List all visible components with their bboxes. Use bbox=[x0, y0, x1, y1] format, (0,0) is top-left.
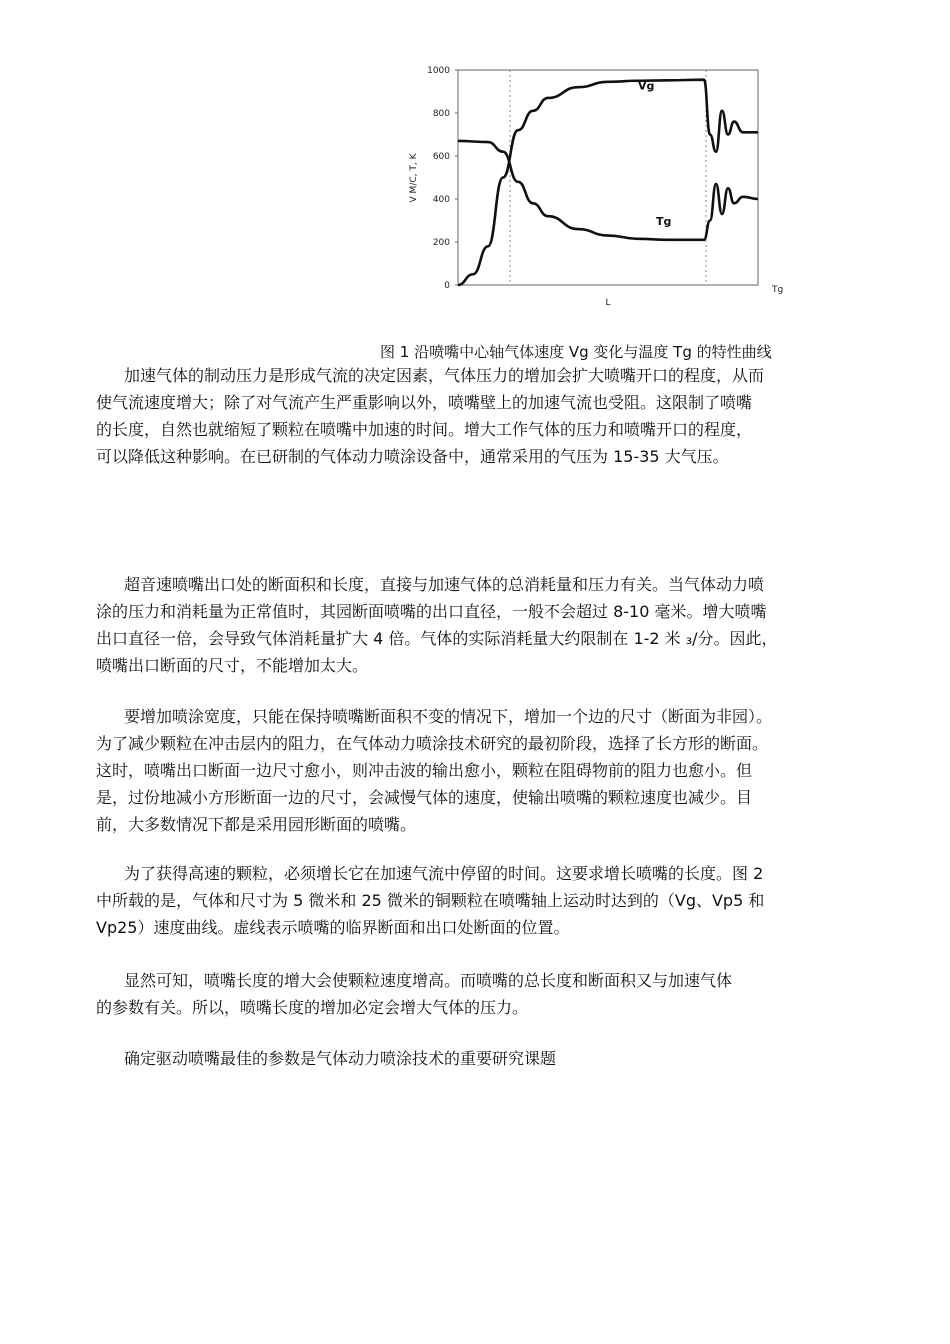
paragraph-2 bbox=[96, 571, 866, 679]
y-tick-labels bbox=[427, 66, 458, 291]
paragraph-line: 喷嘴出口断面的尺寸，不能增加太大。 bbox=[96, 656, 369, 675]
x-axis-label: L bbox=[605, 298, 611, 308]
paragraph-line: 中所载的是，气体和尺寸为 5 微米和 25 微米的铜颗粒在喷嘴轴上运动时达到的（Vg、Vp5 和 bbox=[96, 891, 765, 910]
paragraph-line: 涂的压力和消耗量为正常值时，其园断面喷嘴的出口直径，一般不会超过 8-10 毫米。增大喷嘴 bbox=[96, 602, 767, 621]
vg-tg-chart bbox=[400, 60, 800, 310]
paragraph-line: Vp25）速度曲线。虚线表示喷嘴的临界断面和出口处断面的位置。 bbox=[96, 918, 570, 937]
series-line-tg bbox=[458, 141, 758, 240]
y-tick-label: 1000 bbox=[427, 66, 450, 76]
paragraph-line: 出口直径一倍，会导致气体消耗量扩大 4 倍。气体的实际消耗量大约限制在 1-2 米 ₃/分。因此， bbox=[96, 629, 778, 648]
y-tick-label: 600 bbox=[432, 152, 450, 162]
paragraph-line: 是，过份地减小方形断面一边的尺寸，会减慢气体的速度，使输出喷嘴的颗粒速度也减少。目 bbox=[96, 788, 753, 807]
paragraph-line: 的长度，自然也就缩短了颗粒在喷嘴中加速的时间。增大工作气体的压力和喷嘴开口的程度， bbox=[96, 420, 753, 439]
paragraph-5 bbox=[96, 967, 866, 1021]
paragraph-4 bbox=[96, 860, 866, 941]
series-line-vg bbox=[458, 80, 758, 285]
paragraph-line: 确定驱动喷嘴最佳的参数是气体动力喷涂技术的重要研究课题 bbox=[124, 1049, 557, 1068]
y-tick-label: 400 bbox=[432, 195, 450, 205]
paragraph-1 bbox=[96, 362, 866, 470]
paragraph-3 bbox=[96, 703, 866, 838]
paragraph-line: 前，大多数情况下都是采用园形断面的喷嘴。 bbox=[96, 815, 417, 834]
paragraph-line: 超音速喷嘴出口处的断面积和长度，直接与加速气体的总消耗量和压力有关。当气体动力喷 bbox=[124, 575, 765, 594]
paragraph-6 bbox=[96, 1045, 866, 1072]
paragraph-line: 使气流速度增大；除了对气流产生严重影响以外，喷嘴壁上的加速气流也受阻。这限制了喷嘴 bbox=[96, 393, 753, 412]
paragraph-line: 加速气体的制动压力是形成气流的决定因素，气体压力的增加会扩大喷嘴开口的程度，从而 bbox=[124, 366, 765, 385]
y-tick-label: 800 bbox=[432, 109, 450, 119]
paragraph-line: 为了获得高速的颗粒，必须增长它在加速气流中停留的时间。这要求增长喷嘴的长度。图 2 bbox=[124, 864, 764, 883]
y-tick-label: 200 bbox=[432, 238, 450, 248]
y-axis-label: V M/C, T, K bbox=[409, 153, 419, 203]
figure-1-chart bbox=[400, 60, 800, 310]
y-tick-label: 0 bbox=[444, 281, 450, 291]
paragraph-line: 这时，喷嘴出口断面一边尺寸愈小，则冲击波的输出愈小，颗粒在阻碍物前的阻力也愈小。但 bbox=[96, 761, 753, 780]
figure-caption: 图 1 沿喷嘴中心轴气体速度 Vg 变化与温度 Tg 的特性曲线 bbox=[380, 343, 772, 361]
paragraph-line: 显然可知，喷嘴长度的增大会使颗粒速度增高。而喷嘴的总长度和断面积又与加速气体 bbox=[124, 971, 733, 990]
series-label-vg: Vg bbox=[638, 79, 655, 93]
paragraph-line: 的参数有关。所以，喷嘴长度的增加必定会增大气体的压力。 bbox=[96, 998, 529, 1017]
paragraph-line: 为了减少颗粒在冲击层内的阻力，在气体动力喷涂技术研究的最初阶段，选择了长方形的断面。 bbox=[96, 734, 769, 753]
x-right-label: Tg bbox=[772, 285, 784, 295]
series-label-tg: Tg bbox=[656, 214, 672, 228]
paragraph-line: 要增加喷涂宽度，只能在保持喷嘴断面积不变的情况下，增加一个边的尺寸（断面为非园）。 bbox=[124, 707, 773, 726]
series-layer bbox=[458, 79, 758, 285]
paragraph-line: 可以降低这种影响。在已研制的气体动力喷涂设备中，通常采用的气压为 15-35 大气压。 bbox=[96, 447, 729, 466]
